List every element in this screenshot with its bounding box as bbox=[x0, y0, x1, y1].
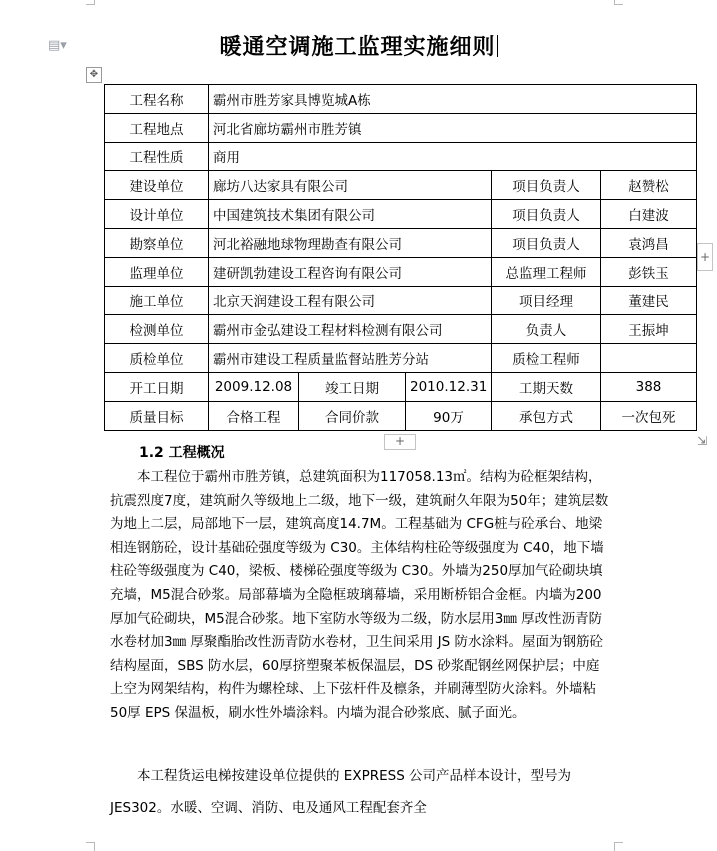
table-move-icon[interactable]: ✥ bbox=[86, 67, 102, 83]
row-value: 霸州市金弘建设工程材料检测有限公司 bbox=[209, 315, 492, 344]
table-row bbox=[105, 257, 697, 286]
row-person bbox=[601, 344, 697, 373]
row-value: 霸州市建设工程质量监督站胜芳分站 bbox=[209, 344, 492, 373]
table-row bbox=[105, 171, 697, 200]
add-column-icon[interactable]: + bbox=[697, 243, 713, 271]
row-label: 检测单位 bbox=[105, 315, 209, 344]
row-role: 负责人 bbox=[492, 315, 601, 344]
add-row-icon[interactable]: + bbox=[384, 434, 416, 450]
crop-mark-top-left bbox=[86, 0, 95, 5]
row-value: 北京天润建设工程有限公司 bbox=[209, 286, 492, 315]
duration-label: 工期天数 bbox=[492, 372, 601, 401]
start-date-label: 开工日期 bbox=[105, 372, 209, 401]
crop-mark-bottom-left bbox=[86, 842, 95, 851]
table-row bbox=[105, 85, 697, 114]
project-info-table bbox=[104, 84, 697, 431]
end-date: 2010.12.31 bbox=[406, 372, 492, 401]
row-person: 彭铁玉 bbox=[601, 257, 697, 286]
quality-goal-label: 质量目标 bbox=[105, 401, 209, 430]
row-label: 建设单位 bbox=[105, 171, 209, 200]
document-title bbox=[0, 30, 717, 61]
row-role: 项目负责人 bbox=[492, 171, 601, 200]
table-row bbox=[105, 315, 697, 344]
table-row bbox=[105, 401, 697, 430]
row-label: 工程性质 bbox=[105, 142, 209, 171]
row-label: 设计单位 bbox=[105, 200, 209, 229]
text-cursor bbox=[497, 35, 498, 57]
section-heading: 1.2 工程概况 bbox=[139, 445, 225, 461]
table-row bbox=[105, 200, 697, 229]
table-row bbox=[105, 142, 697, 171]
row-label: 监理单位 bbox=[105, 257, 209, 286]
row-role: 总监理工程师 bbox=[492, 257, 601, 286]
row-label: 质检单位 bbox=[105, 344, 209, 373]
row-role: 项目负责人 bbox=[492, 228, 601, 257]
contract-price: 90万 bbox=[406, 401, 492, 430]
start-date: 2009.12.08 bbox=[209, 372, 299, 401]
contract-price-label: 合同价款 bbox=[299, 401, 406, 430]
row-label: 勘察单位 bbox=[105, 228, 209, 257]
title-text: 暖通空调施工监理实施细则 bbox=[219, 34, 496, 60]
table-row bbox=[105, 344, 697, 373]
row-person: 白建波 bbox=[601, 200, 697, 229]
contract-method: 一次包死 bbox=[601, 401, 697, 430]
row-person: 王振坤 bbox=[601, 315, 697, 344]
row-role: 项目负责人 bbox=[492, 200, 601, 229]
row-value: 建研凯勃建设工程咨询有限公司 bbox=[209, 257, 492, 286]
duration-days: 388 bbox=[601, 372, 697, 401]
row-label: 施工单位 bbox=[105, 286, 209, 315]
row-person: 董建民 bbox=[601, 286, 697, 315]
row-role: 质检工程师 bbox=[492, 344, 601, 373]
table-row bbox=[105, 228, 697, 257]
row-person: 赵赞松 bbox=[601, 171, 697, 200]
row-value: 河北裕融地球物理勘查有限公司 bbox=[209, 228, 492, 257]
document-icon[interactable]: ▤▾ bbox=[48, 38, 67, 53]
row-value: 商用 bbox=[209, 142, 697, 171]
table-resize-icon[interactable]: ⇲ bbox=[697, 434, 708, 448]
table-row bbox=[105, 113, 697, 142]
row-person: 袁鸿昌 bbox=[601, 228, 697, 257]
elevator-paragraph: 本工程货运电梯按建设单位提供的 EXPRESS 公司产品样本设计，型号为 JES302。水暖、空调、消防、电及通风工程配套齐全 bbox=[110, 768, 572, 816]
contract-method-label: 承包方式 bbox=[492, 401, 601, 430]
crop-mark-top-right bbox=[614, 0, 623, 5]
row-value: 中国建筑技术集团有限公司 bbox=[209, 200, 492, 229]
row-value: 霸州市胜芳家具博览城A栋 bbox=[209, 85, 697, 114]
row-value: 廊坊八达家具有限公司 bbox=[209, 171, 492, 200]
row-label: 工程名称 bbox=[105, 85, 209, 114]
quality-goal: 合格工程 bbox=[209, 401, 299, 430]
table-row bbox=[105, 372, 697, 401]
end-date-label: 竣工日期 bbox=[299, 372, 406, 401]
overview-paragraph: 本工程位于霸州市胜芳镇，总建筑面积为117058.13㎡。结构为砼框架结构，抗震烈度7度，建筑耐久等级地上二级，地下一级，建筑耐久年限为50年；建筑层数为地上二层，局部地下一层，建筑高度14.7M。工程基础为 CFG桩与砼承台、地梁相连钢筋砼，设计基础砼强度等级为 C30。主体结构柱砼等级强度为 C40，地下墙柱砼等级强度为 C40，梁板、楼梯砼强度等级为 C30。外墙为250厚加气砼砌块填充墙，M5混合砂浆。局部幕墙为全隐框玻璃幕墙，采用断桥铝合金框。内墙为200厚加气砼砌块，M5混合砂浆。地下室防水等级为二级，防水层用3㎜ 厚改性沥青防水卷材加3㎜ 厚聚酯胎改性沥青防水卷材，卫生间采用 JS 防水涂料。屋面为钢筋砼结构屋面，SBS 防水层，60厚挤塑聚苯板保温层，DS 砂浆配钢丝网保护层；中庭上空为网架结构，构件为螺栓球、上下弦杆件及檩条，并刷薄型防火涂料。外墙粘50厚 EPS 保温板，刷水性外墙涂料。内墙为混合砂浆底、腻子面光。 bbox=[110, 469, 609, 721]
row-label: 工程地点 bbox=[105, 113, 209, 142]
row-role: 项目经理 bbox=[492, 286, 601, 315]
row-value: 河北省廊坊霸州市胜芳镇 bbox=[209, 113, 697, 142]
table-row bbox=[105, 286, 697, 315]
crop-mark-bottom-right bbox=[614, 842, 623, 851]
